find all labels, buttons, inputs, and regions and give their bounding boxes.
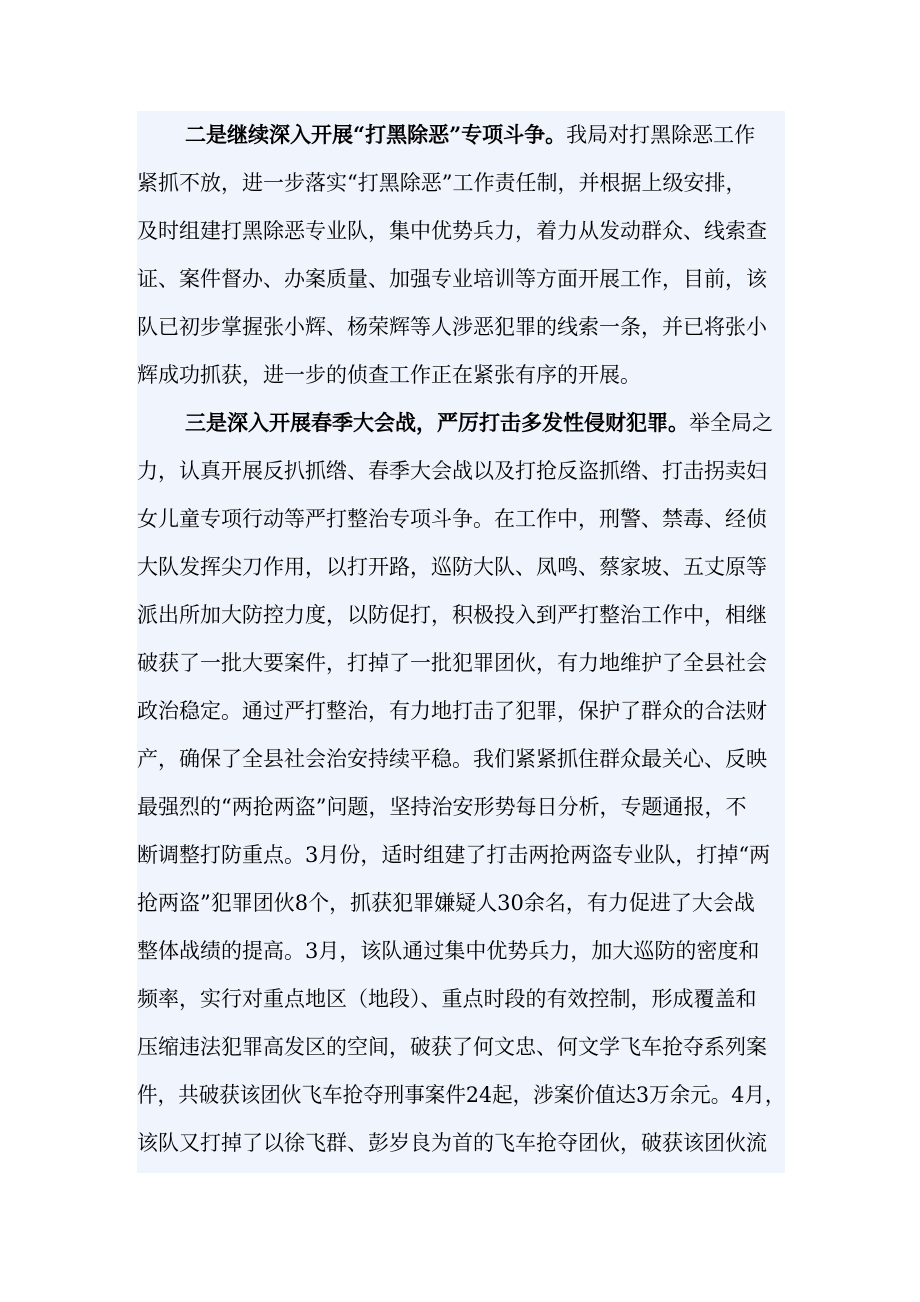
paragraph-2-line-11: 抢两盗”犯罪团伙8个，抓获犯罪嫌疑人30余名，有力促进了大会战 (137, 891, 755, 915)
paragraph-1-line-4: 证、案件督办、办案质量、加强专业培训等方面开展工作，目前，该 (137, 267, 767, 291)
paragraph-2-line-15: 件，共破获该团伙飞车抢夺刑事案件24起，涉案价值达3万余元。4月， (137, 1083, 786, 1107)
paragraph-2-line-8: 产，确保了全县社会治安持续平稳。我们紧紧抓住群众最关心、反映 (137, 747, 767, 771)
paragraph-1-line-3: 及时组建打黑除恶专业队，集中优势兵力，着力从发动群众、线索查 (137, 219, 767, 243)
paragraph-2-line-7: 政治稳定。通过严打整治，有力地打击了犯罪，保护了群众的合法财 (137, 699, 767, 723)
paragraph-1-line-5: 队已初步掌握张小辉、杨荣辉等人涉恶犯罪的线索一条，并已将张小 (137, 315, 767, 339)
paragraph-1-heading: 二是继续深入开展“打黑除恶”专项斗争。 (185, 122, 567, 147)
document-text-block (137, 111, 785, 1173)
paragraph-2-line-3: 女儿童专项行动等严打整治专项斗争。在工作中，刑警、禁毒、经侦 (137, 507, 767, 531)
paragraph-2-line-14: 压缩违法犯罪高发区的空间，破获了何文忠、何文学飞车抢夺系列案 (137, 1035, 767, 1059)
paragraph-2-line-13: 频率，实行对重点地区（地段）、重点时段的有效控制，形成覆盖和 (137, 987, 757, 1011)
paragraph-1-line-2: 紧抓不放，进一步落实“打黑除恶”工作责任制，并根据上级安排， (137, 171, 747, 195)
paragraph-2-line-9: 最强烈的“两抢两盗”问题，坚持治安形势每日分析，专题通报，不 (137, 795, 747, 819)
paragraph-2-line-6: 破获了一批大要案件，打掉了一批犯罪团伙，有力地维护了全县社会 (137, 651, 767, 675)
paragraph-2-heading: 三是深入开展春季大会战，严厉打击多发性侵财犯罪。 (185, 410, 689, 435)
paragraph-1-line-6: 辉成功抓获，进一步的侦查工作正在紧张有序的开展。 (137, 363, 641, 387)
paragraph-1-line-1-text: 我局对打黑除恶工作 (566, 123, 756, 147)
paragraph-2-line-12: 整体战绩的提高。3月，该队通过集中优势兵力，加大巡防的密度和 (137, 939, 760, 963)
paragraph-1-line-1 (185, 111, 755, 159)
paragraph-2-line-10: 断调整打防重点。3月份，适时组建了打击两抢两盗专业队，打掉“两 (137, 843, 771, 867)
paragraph-2-line-1-text: 举全局之 (689, 411, 773, 435)
paragraph-2-line-16: 该队又打掉了以徐飞群、彭岁良为首的飞车抢夺团伙，破获该团伙流 (137, 1131, 767, 1155)
paragraph-2-line-4: 大队发挥尖刀作用，以打开路，巡防大队、凤鸣、蔡家坡、五丈原等 (137, 555, 767, 579)
paragraph-2-line-1 (185, 399, 773, 447)
paragraph-2-line-5: 派出所加大防控力度，以防促打，积极投入到严打整治工作中，相继 (137, 603, 767, 627)
paragraph-2-line-2: 力，认真开展反扒抓绺、春季大会战以及打抢反盗抓绺、打击拐卖妇 (137, 459, 767, 483)
